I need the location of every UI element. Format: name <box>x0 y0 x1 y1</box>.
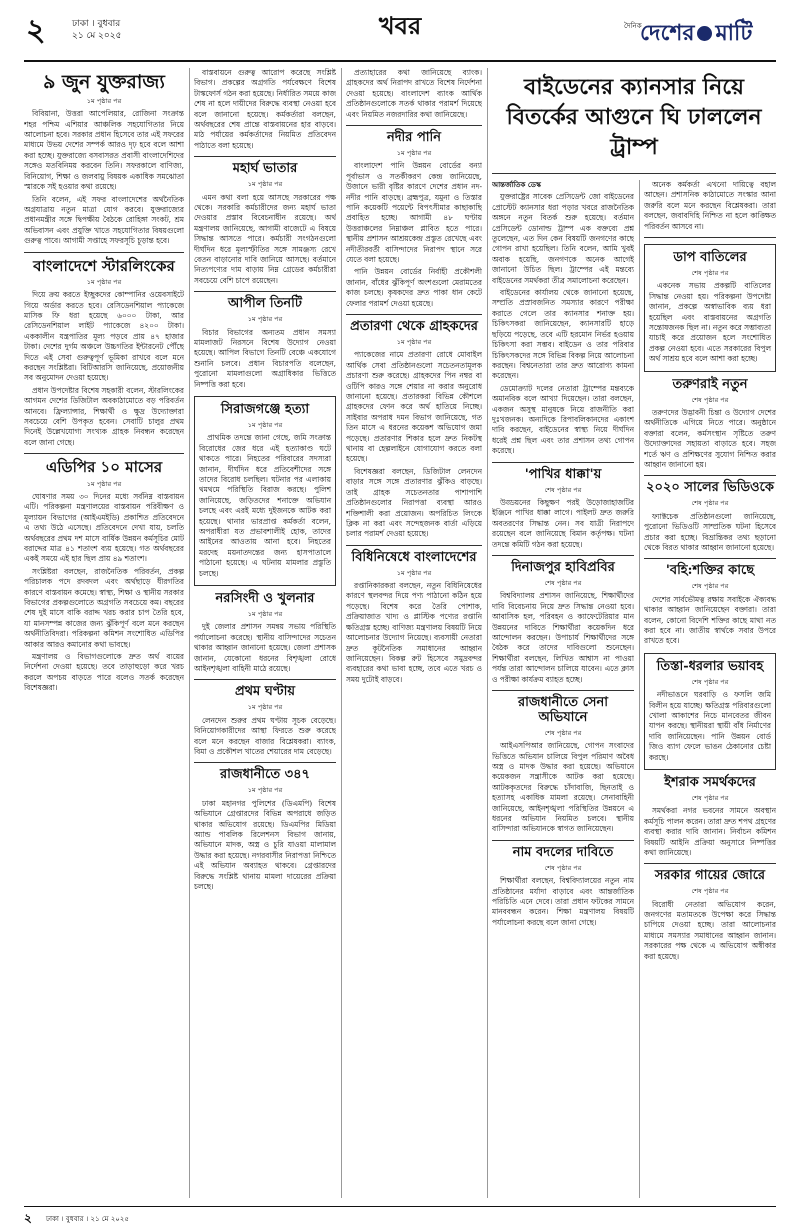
article-body: একনেক সভায় প্রকল্পটি বাতিলের সিদ্ধান্ত নেওয়া হয়। পরিকল্পনা উপদেষ্টা জানান, প্রকল্পে অস্বাভাবিক ব্যয় ধরা হয়েছিল এবং বাস্তবায়নের অগ্রগতি সন্তোষজনক ছিল না। নতুন করে সম্ভাব্যতা যাচাই করে প্রয়োজন হলে সংশোধিত প্রকল্প নেওয়া হবে। এতে সরকারের বিপুল অর্থ সাশ্রয় হবে বলে আশা করা হচ্ছে। <box>649 281 771 364</box>
column-divider <box>341 68 342 1198</box>
headline-capital-347[interactable]: রাজধানীতে ৩৪৭ <box>220 767 310 783</box>
article-body: এমন কথা বলা হয়ে আসছে সরকারের পক্ষ থেকে। সরকারি কর্মচারীদের জন্য মহার্ঘ ভাতা দেওয়ার প্রস্তাব বিবেচনাধীন রয়েছে। অর্থ মন্ত্রণালয় জানিয়েছে, আগামী বাজেটে এ বিষয়ে সিদ্ধান্ত আসতে পারে। কর্মচারী সংগঠনগুলো দীর্ঘদিন ধরে মূল্যস্ফীতির সঙ্গে সামঞ্জস্য রেখে বেতন বাড়ানোর দাবি জানিয়ে আসছে। বর্তমানে নিত্যপণ্যের দাম বাড়ায় নিম্ন গ্রেডের কর্মচারীরা সবচেয়ে বেশি চাপে রয়েছেন। <box>194 192 336 285</box>
article-body: বিশেষজ্ঞরা বলছেন, ডিজিটাল লেনদেন বাড়ার সঙ্গে সঙ্গে প্রতারণার ঝুঁকিও বাড়ছে। তাই গ্রাহক সচেতনতার পাশাপাশি প্রতিষ্ঠানগুলোর নিরাপত্তা ব্যবস্থা আরও শক্তিশালী করা প্রয়োজন। অপরিচিত লিংকে ক্লিক না করা এবং সন্দেহজনক বার্তা এড়িয়ে চলার পরামর্শ দেওয়া হয়েছে। <box>346 466 482 539</box>
jump-note: ১ম পৃষ্ঠার পর <box>396 148 432 157</box>
article-body: দিয়ে ক্রয় করতে ইচ্ছুকদের কোম্পানির ওয়েবসাইটে গিয়ে অর্ডার করতে হবে। রেসিডেনশিয়াল প্যাকেজে মাসিক ফি ধরা হয়েছে ৬০০০ টাকা, আর রেসিডেনশিয়াল লাইট প্যাকেজে ৪২০০ টাকা। এককালীন যন্ত্রপাতির মূল্য পড়বে প্রায় ৪৭ হাজার টাকা। দেশের দুর্গম অঞ্চলে উচ্চগতির ইন্টারনেট পৌঁছে দিতে এই সেবা গুরুত্বপূর্ণ ভূমিকা রাখবে বলে মনে করছেন সংশ্লিষ্টরা। বিটিআরসি জানিয়েছে, প্রয়োজনীয় সব অনুমোদন দেওয়া হয়েছে। <box>24 290 184 383</box>
article-body: প্রাথমিক তদন্তে জানা গেছে, জমি সংক্রান্ত বিরোধের জের ধরে এই হত্যাকাণ্ড ঘটে থাকতে পারে। নিহতের পরিবারের সদস্যরা জানান, দীর্ঘদিন ধরে প্রতিবেশীদের সঙ্গে তাদের বিরোধ চলছিল। ঘটনার পর এলাকায় থমথমে পরিস্থিতি বিরাজ করছে। পুলিশ জানিয়েছে, জড়িতদের শনাক্তে অভিযান চলছে এবং এরই মধ্যে দুইজনকে আটক করা হয়েছে। থানার ভারপ্রাপ্ত কর্মকর্তা বলেন, অপরাধীরা যত প্রভাবশালীই হোক, তাদের আইনের আওতায় আনা হবে। নিহতের মরদেহ ময়নাতদন্তের জন্য হাসপাতালে পাঠানো হয়েছে। এ ঘটনায় মামলার প্রস্তুতি চলছে। <box>199 433 331 578</box>
jump-note: ১ম পৃষ্ঠার পর <box>247 420 283 429</box>
page-number: ২ <box>26 13 46 48</box>
headline-adp[interactable]: এডিপির ১০ মাসের <box>45 458 163 477</box>
dateline-date: ২১ মে ২০২৫ <box>72 31 122 41</box>
article-body: দুই জেলার প্রশাসন সমন্বয় সভায় পরিস্থিতি পর্যালোচনা করেছে। স্থানীয় বাসিন্দাদের সচেতন থাকার আহ্বান জানানো হয়েছে। জেলা প্রশাসক জানান, যেকোনো ধরনের বিশৃঙ্খলা রোধে আইনশৃঙ্খলা বাহিনী মাঠে রয়েছে। <box>194 622 336 674</box>
headline-fraud[interactable]: প্রতারণা থেকে গ্রাহকদের <box>350 319 478 335</box>
article-divider <box>194 762 336 763</box>
logo-word-right: মাটি <box>715 20 753 46</box>
headline-2020-video[interactable]: ২০২০ সালের ভিডিওকে <box>646 480 774 496</box>
jump-note: শেষ পৃষ্ঠার পর <box>691 395 729 404</box>
article-divider <box>492 462 634 463</box>
jump-note: ১ম পৃষ্ঠার পর <box>396 568 432 577</box>
article-body: আইএসপিআর জানিয়েছে, গোপন সংবাদের ভিত্তিতে অভিযান চালিয়ে বিপুল পরিমাণ অবৈধ অস্ত্র ও মাদক উদ্ধার করা হয়েছে। অভিযানে কয়েকজন সন্ত্রাসীকে আটক করা হয়েছে। আটককৃতদের বিরুদ্ধে চাঁদাবাজি, ছিনতাই ও হত্যাসহ একাধিক মামলা রয়েছে। সেনাবাহিনী জানিয়েছে, আইনশৃঙ্খলা পরিস্থিতির উন্নয়নে এ ধরনের অভিযান নিয়মিত চলবে। স্থানীয় বাসিন্দারা অভিযানকে স্বাগত জানিয়েছেন। <box>492 741 634 834</box>
jump-note: শেষ পৃষ্ঠার পর <box>691 499 729 508</box>
headline-bird-strike[interactable]: 'পাখির ধাক্কা'য় <box>524 466 602 482</box>
jump-note: ১ম পৃষ্ঠার পর <box>247 610 283 618</box>
column-5 <box>644 180 776 1198</box>
boxed-article <box>644 244 776 372</box>
article-divider <box>346 314 482 315</box>
article-body: বিচার বিভাগের অন্যতম প্রধান সমস্যা মামলাজট নিরসনে বিশেষ উদ্যোগ নেওয়া হয়েছে। আপিল বিভাগে তিনটি বেঞ্চে একযোগে শুনানি চলবে। প্রধান বিচারপতি বলেছেন, পুরোনো মামলাগুলো অগ্রাধিকার ভিত্তিতে নিষ্পত্তি করা হবে। <box>194 327 336 389</box>
column-1 <box>24 68 184 1198</box>
article-divider <box>492 690 634 691</box>
headline-dap[interactable]: ডাপ বাতিলের <box>673 250 747 266</box>
column-3 <box>346 68 482 1198</box>
lead-story-banner <box>492 68 776 174</box>
globe-icon <box>697 26 712 41</box>
column-divider <box>189 68 190 1198</box>
article-body: প্রধান উপদেষ্টার বিশেষ সহকারী বলেন, স্টারলিংকের আগমন দেশের ডিজিটাল অবকাঠামোতে বড় পরিবর্তন আনবে। ফ্রিল্যান্সার, শিক্ষার্থী ও ক্ষুদ্র উদ্যোক্তারা সবচেয়ে বেশি উপকৃত হবেন। সেবাটি চালুর প্রথম দিনেই উল্লেখযোগ্য সংখ্যক গ্রাহক নিবন্ধন করেছেন বলে জানা গেছে। <box>24 385 184 447</box>
article-divider <box>492 555 634 556</box>
headline-restrictions[interactable]: বিধিনিষেধে বাংলাদেশের <box>351 549 477 565</box>
article-body: সংশ্লিষ্টরা বলছেন, রাজনৈতিক পরিবর্তন, প্রকল্প পরিচালক পদে রদবদল এবং অর্থছাড়ে ধীরগতির কারণে বাস্তবায়ন কমেছে। স্বাস্থ্য, শিক্ষা ও স্থানীয় সরকার বিভাগের প্রকল্পগুলোতে অগ্রগতি সবচেয়ে কম। বছরের শেষ দুই মাসে বাকি বরাদ্দ খরচ করার চাপ তৈরি হবে, যা মানসম্পন্ন কাজের জন্য ঝুঁকিপূর্ণ বলে মনে করছেন অর্থনীতিবিদরা। পরিকল্পনা কমিশন সংশোধিত এডিপির আকার আরও কমানোর কথা ভাবছে। <box>24 566 184 649</box>
jump-note: ১ম পৃষ্ঠার পর <box>247 180 283 189</box>
headline-youth[interactable]: তরুণরাই নতুন <box>672 376 748 392</box>
column-divider <box>639 180 640 1198</box>
column-4 <box>492 180 634 1198</box>
jump-note: ১ম পৃষ্ঠার পর <box>247 315 283 324</box>
headline-appeal[interactable]: আপীল তিনটি <box>228 296 302 312</box>
jump-note: ১ম পৃষ্ঠার পর <box>247 786 283 795</box>
jump-note: শেষ পৃষ্ঠার পর <box>691 887 729 896</box>
article-body: প্যাকেজের নামে প্রতারণা রোধে মোবাইল আর্থিক সেবা প্রতিষ্ঠানগুলো সচেতনতামূলক প্রচারণা শুরু করেছে। গ্রাহকদের পিন নম্বর বা ওটিপি কারও সঙ্গে শেয়ার না করার অনুরোধ জানানো হয়েছে। প্রতারকরা বিভিন্ন কৌশলে গ্রাহকদের ফোন করে অর্থ হাতিয়ে নিচ্ছে। সাইবার অপরাধ দমন বিভাগ জানিয়েছে, গত তিন মাসে এ ধরনের কয়েকশ অভিযোগ জমা পড়েছে। প্রতারণার শিকার হলে দ্রুত নিকটস্থ থানায় বা হেল্পলাইনে যোগাযোগ করতে বলা হয়েছে। <box>346 350 482 464</box>
newspaper-logo <box>624 18 774 52</box>
headline-first-hour[interactable]: প্রথম ঘণ্টায় <box>234 684 296 700</box>
article-body: পানি উন্নয়ন বোর্ডের নির্বাহী প্রকৌশলী জানান, বাঁধের ঝুঁকিপূর্ণ অংশগুলো মেরামতের কাজ চলছে। কৃষকদের দ্রুত পাকা ধান কেটে ফেলার পরামর্শ দেওয়া হয়েছে। <box>346 267 482 308</box>
article-body: লেনদেন শুরুর প্রথম ঘণ্টায় সূচক বেড়েছে। বিনিয়োগকারীদের আস্থা ফিরতে শুরু করেছে বলে মনে করছেন বাজার বিশ্লেষকরা। ব্যাংক, বিমা ও প্রকৌশল খাতের শেয়ারের দাম বেড়েছে। <box>194 715 336 756</box>
article-body: প্রত্যাহারের কথা জানিয়েছে ব্যাংক। গ্রাহকদের অর্থ নিরাপদ রাখতে বিশেষ নির্দেশনা দেওয়া হয়েছে। বাংলাদেশ ব্যাংক আর্থিক প্রতিষ্ঠানগুলোকে সতর্ক থাকার পরামর্শ দিয়েছে এবং নিয়মিত নজরদারির কথা জানিয়েছে। <box>346 68 482 119</box>
article-divider <box>24 453 184 454</box>
jump-note: শেষ পৃষ্ঠার পর <box>544 578 582 587</box>
headline-name-change[interactable]: নাম বদলের দাবিতে <box>512 844 614 860</box>
article-divider <box>492 840 634 841</box>
jump-note: ১ম পৃষ্ঠার পর <box>247 703 283 712</box>
headline-river-water[interactable]: নদীর পানি <box>386 130 442 146</box>
footer-page-number: ২ <box>24 1211 32 1225</box>
article-body: নদীভাঙনে ঘরবাড়ি ও ফসলি জমি বিলীন হয়ে যাচ্ছে। ক্ষতিগ্রস্ত পরিবারগুলো খোলা আকাশের নিচে মানবেতর জীবন যাপন করছে। স্থানীয়রা স্থায়ী বাঁধ নির্মাণের দাবি জানিয়েছেন। পানি উন্নয়ন বোর্ড জিও ব্যাগ ফেলে ভাঙন ঠেকানোর চেষ্টা করছে। <box>649 690 771 762</box>
header-rule <box>24 60 776 62</box>
article-body: উড্ডয়নের কিছুক্ষণ পরই উড়োজাহাজটির ইঞ্জিনে পাখির ধাক্কা লাগে। পাইলট দ্রুত জরুরি অবতরণের সিদ্ধান্ত নেন। সব যাত্রী নিরাপদে রয়েছেন বলে জানিয়েছে বিমান কর্তৃপক্ষ। ঘটনা তদন্তে কমিটি গঠন করা হয়েছে। <box>492 497 634 549</box>
article-divider <box>346 125 482 126</box>
headline-govt-force[interactable]: সরকার গায়ের জোরে <box>654 868 766 884</box>
article-divider <box>194 156 336 157</box>
article-body: সমর্থকরা নগর ভবনের সামনে অবস্থান কর্মসূচি পালন করেন। তারা দ্রুত শপথ গ্রহণের ব্যবস্থা করার দাবি জানান। নির্বাচন কমিশন বিষয়টি আইনি প্রক্রিয়া অনুসারে নিষ্পত্তির কথা জানিয়েছে। <box>644 806 776 857</box>
article-divider <box>644 237 776 238</box>
article-divider <box>346 545 482 546</box>
masthead <box>0 0 800 66</box>
headline-starlink[interactable]: বাংলাদেশে স্টারলিংকের <box>33 256 175 275</box>
article-body: যুক্তরাষ্ট্রের সাবেক প্রেসিডেন্ট জো বাইডেনের প্রোস্টেট ক্যানসার ধরা পড়ার খবরে রাজনৈতিক অঙ্গনে নতুন বিতর্ক শুরু হয়েছে। বর্তমান প্রেসিডেন্ট ডোনাল্ড ট্রাম্প এক বক্তব্যে প্রশ্ন তুলেছেন, এত দিন কেন বিষয়টি জনগণের কাছে গোপন রাখা হয়েছিল। তিনি বলেন, আমি খুবই অবাক হয়েছি, জনগণকে অনেক আগেই জানানো উচিত ছিল। ট্রাম্পের এই মন্তব্যে বাইডেনের সমর্থকরা তীব্র সমালোচনা করেছেন। <box>492 192 634 285</box>
article-body: বাইডেনের কার্যালয় থেকে জানানো হয়েছে, সম্প্রতি প্রস্রাবজনিত সমস্যার কারণে পরীক্ষা করাতে গেলে তার ক্যানসার শনাক্ত হয়। চিকিৎসকরা জানিয়েছেন, ক্যানসারটি হাড়ে ছড়িয়ে পড়েছে, তবে এটি হরমোন নির্ভর হওয়ায় চিকিৎসা করা সম্ভব। বাইডেন ও তার পরিবার চিকিৎসকদের সঙ্গে বিভিন্ন বিকল্প নিয়ে আলোচনা করছেন। বিশ্বনেতারা তার দ্রুত আরোগ্য কামনা করেছেন। <box>492 288 634 381</box>
section-title: খবর <box>378 11 422 40</box>
logo-word-left: দেশের <box>640 20 695 46</box>
footer-line: ঢাকা । বুধবার । ২১ মে ২০২৫ <box>46 1215 129 1223</box>
article-divider <box>644 863 776 864</box>
article-divider <box>644 558 776 559</box>
article-body: বাংলাদেশ পানি উন্নয়ন বোর্ডের বন্যা পূর্বাভাস ও সতর্কীকরণ কেন্দ্র জানিয়েছে, উজানে ভারী বৃষ্টির কারণে দেশের প্রধান নদ-নদীর পানি বাড়ছে। ব্রহ্মপুত্র, যমুনা ও তিস্তার পানি কয়েকটি পয়েন্টে বিপৎসীমার কাছাকাছি প্রবাহিত হচ্ছে। আগামী ৪৮ ঘণ্টায় উত্তরাঞ্চলের নিম্নাঞ্চল প্লাবিত হতে পারে। স্থানীয় প্রশাসন আশ্রয়কেন্দ্র প্রস্তুত রেখেছে এবং নদীতীরবর্তী বাসিন্দাদের নিরাপদ স্থানে সরে যেতে বলা হয়েছে। <box>346 161 482 265</box>
column-divider <box>487 68 488 1198</box>
article-body: তিনি বলেন, এই সফর বাংলাদেশের অর্থনৈতিক অগ্রযাত্রায় নতুন মাত্রা যোগ করবে। যুক্তরাজ্যের প্রধানমন্ত্রীর সঙ্গে দ্বিপক্ষীয় বৈঠকে রোহিঙ্গা সংকট, শ্রম অভিবাসন এবং প্রযুক্তি খাতে সহযোগিতার বিষয়গুলো গুরুত্ব পাবে। আগামী সপ্তাহে সফরসূচি চূড়ান্ত হবে। <box>24 194 184 246</box>
boxed-article <box>194 396 336 586</box>
jump-note: শেষ পৃষ্ঠার পর <box>544 728 582 737</box>
article-body: শিক্ষার্থীরা বলছেন, বিশ্ববিদ্যালয়ের নতুন নাম প্রতিষ্ঠানের মর্যাদা বাড়াবে এবং আন্তর্জাতিক পরিচিতি এনে দেবে। তারা প্রধান ফটকের সামনে মানববন্ধন করেন। শিক্ষা মন্ত্রণালয় বিষয়টি পর্যালোচনা করছে বলে জানা গেছে। <box>492 876 634 927</box>
article-body: রপ্তানিকারকরা বলছেন, নতুন বিধিনিষেধের কারণে স্থলবন্দর দিয়ে পণ্য পাঠানো কঠিন হয়ে পড়েছে। বিশেষ করে তৈরি পোশাক, প্রক্রিয়াজাত খাদ্য ও প্লাস্টিক পণ্যের রপ্তানি ক্ষতিগ্রস্ত হচ্ছে। বাণিজ্য মন্ত্রণালয় বিষয়টি নিয়ে আলোচনার উদ্যোগ নিয়েছে। ব্যবসায়ী নেতারা দ্রুত কূটনৈতিক সমাধানের আহ্বান জানিয়েছেন। বিকল্প রুট হিসেবে সমুদ্রবন্দর ব্যবহারের কথা ভাবা হচ্ছে, তবে এতে খরচ ও সময় দুটোই বাড়বে। <box>346 581 482 684</box>
headline-uk-visit[interactable]: ৯ জুন যুক্তরাজ্য <box>43 71 165 93</box>
jump-note: ১ম পৃষ্ঠার পর <box>86 96 122 105</box>
article-divider <box>24 252 184 253</box>
headline-narsingdi[interactable]: নরসিংদী ও খুলনার <box>215 591 315 607</box>
headline-external-force[interactable]: 'বহি:শক্তির কাছে <box>665 563 755 579</box>
article-divider <box>194 291 336 292</box>
dateline-day: ঢাকা । বুধবার <box>72 19 121 29</box>
article-body: বিরোধী নেতারা অভিযোগ করেন, জনগণের মতামতকে উপেক্ষা করে সিদ্ধান্ত চাপিয়ে দেওয়া হচ্ছে। তারা আলোচনার মাধ্যমে সমস্যার সমাধানের আহ্বান জানান। সরকারের পক্ষ থেকে এ অভিযোগ অস্বীকার করা হয়েছে। <box>644 899 776 961</box>
logo-wordmark <box>640 18 752 48</box>
jump-note: শেষ পৃষ্ঠার পর <box>544 485 582 494</box>
article-body: বিশ্ববিদ্যালয় প্রশাসন জানিয়েছে, শিক্ষার্থীদের দাবি বিবেচনায় নিয়ে দ্রুত সিদ্ধান্ত নেওয়া হবে। আবাসিক হল, পরিবহন ও ক্যাফেটেরিয়ার মান উন্নয়নের দাবিতে শিক্ষার্থীরা কয়েকদিন ধরে আন্দোলন করছেন। উপাচার্য শিক্ষার্থীদের সঙ্গে বৈঠক করে তাদের দাবিগুলো শুনেছেন। শিক্ষার্থীরা বলছেন, লিখিত আশ্বাস না পাওয়া পর্যন্ত তারা আন্দোলন চালিয়ে যাবেন। এতে ক্লাস ও পরীক্ষা কার্যক্রম ব্যাহত হচ্ছে। <box>492 591 634 684</box>
article-body: ফ্যাক্টচেক প্রতিষ্ঠানগুলো জানিয়েছে, পুরোনো ভিডিওটি সাম্প্রতিক ঘটনা হিসেবে প্রচার করা হচ্ছে। বিভ্রান্তিকর তথ্য ছড়ানো থেকে বিরত থাকার আহ্বান জানানো হয়েছে। <box>644 511 776 552</box>
jump-note: শেষ পৃষ্ঠার পর <box>691 793 729 802</box>
article-divider <box>194 679 336 680</box>
jump-note: শেষ পৃষ্ঠার পর <box>544 863 582 872</box>
headline-teesta[interactable]: তিস্তা-ধরলার ভয়াবহ <box>656 658 764 674</box>
headline-army-drive[interactable]: রাজধানীতে সেনা অভিযানে <box>518 694 608 725</box>
lead-headline[interactable]: বাইডেনের ক্যানসার নিয়ে বিতর্কের আগুনে ঘি ঢাললেন ট্রাম্প <box>506 74 762 160</box>
article-body: দেশের সার্বভৌমত্ব রক্ষায় সবাইকে ঐক্যবদ্ধ থাকার আহ্বান জানিয়েছেন বক্তারা। তারা বলেন, কোনো বিদেশি শক্তির কাছে মাথা নত করা হবে না। জাতীয় স্বার্থকে সবার উপরে রাখতে হবে। <box>644 594 776 646</box>
byline: আন্তর্জাতিক ডেস্ক <box>492 180 541 189</box>
logo-prefix: দৈনিক <box>624 22 642 30</box>
article-body: অনেক কর্মকর্তা এখনো দায়িত্বে বহাল আছেন। প্রশাসনিক কাঠামোতে সংস্কার আনা জরুরি বলে মনে করছেন বিশ্লেষকরা। তারা বলছেন, জবাবদিহি নিশ্চিত না হলে কাঙ্ক্ষিত পরিবর্তন আসবে না। <box>644 180 776 231</box>
boxed-article <box>644 653 776 770</box>
article-body: ডেমোক্র্যাট দলের নেতারা ট্রাম্পের মন্তব্যকে অমানবিক বলে আখ্যা দিয়েছেন। তারা বলছেন, একজন অসুস্থ মানুষকে নিয়ে রাজনীতি করা দুঃখজনক। অন্যদিকে রিপাবলিকানদের একাংশ দাবি করছেন, বাইডেনের স্বাস্থ্য নিয়ে দীর্ঘদিন ধরেই প্রশ্ন ছিল এবং তার প্রশাসন তথ্য গোপন করেছে। <box>492 383 634 456</box>
article-body: ঘোষণার সময় ৩০ দিনের মধ্যে সর্বনিম্ন বাস্তবায়ন এটি। পরিকল্পনা মন্ত্রণালয়ের বাস্তবায়ন পরিবীক্ষণ ও মূল্যায়ন বিভাগের (আইএমইডি) প্রকাশিত প্রতিবেদনে এ তথ্য উঠে এসেছে। প্রতিবেদনে দেখা যায়, চলতি অর্থবছরের প্রথম দশ মাসে বার্ষিক উন্নয়ন কর্মসূচির মোট বরাদ্দের মাত্র ৪১ শতাংশ ব্যয় হয়েছে। গত অর্থবছরের একই সময়ে এই হার ছিল প্রায় ৪৯ শতাংশ। <box>24 491 184 564</box>
jump-note: শেষ পৃষ্ঠার পর <box>691 268 729 277</box>
jump-note: ১ম পৃষ্ঠার পর <box>396 338 432 346</box>
jump-note: শেষ পৃষ্ঠার পর <box>691 677 729 686</box>
article-body: ঢাকা মহানগর পুলিশের (ডিএমপি) বিশেষ অভিযানে গ্রেপ্তারদের বিভিন্ন অপরাধে জড়িত থাকার অভিযোগ রয়েছে। ডিএমপির মিডিয়া অ্যান্ড পাবলিক রিলেশনস বিভাগ জানায়, অভিযানে মাদক, অস্ত্র ও চুরি যাওয়া মালামাল উদ্ধার করা হয়েছে। নগরবাসীর নিরাপত্তা নিশ্চিতে এই অভিযান অব্যাহত থাকবে। গ্রেপ্তারদের বিরুদ্ধে সংশ্লিষ্ট থানায় মামলা দায়েরের প্রক্রিয়া চলছে। <box>194 798 336 891</box>
article-body: বাস্তবায়নে গুরুত্ব আরোপ করেছে সংশ্লিষ্ট বিভাগ। প্রকল্পের অগ্রগতি পর্যবেক্ষণে বিশেষ টাস্কফোর্স গঠন করা হয়েছে। নির্ধারিত সময়ে কাজ শেষ না হলে দায়ীদের বিরুদ্ধে ব্যবস্থা নেওয়া হবে বলে জানানো হয়েছে। কর্মকর্তারা বলছেন, অর্থবছরের শেষ প্রান্তে বাস্তবায়নের হার বাড়বে। মাঠ পর্যায়ের কর্মকর্তাদের নিয়মিত প্রতিবেদন পাঠাতে বলা হয়েছে। <box>194 68 336 150</box>
headline-hstu[interactable]: দিনাজপুর হাবিপ্রবির <box>511 559 615 575</box>
jump-note: ১ম পৃষ্ঠার পর <box>86 479 122 488</box>
headline-allowance[interactable]: মহার্ঘ ভাতার <box>232 161 298 177</box>
article-divider <box>644 475 776 476</box>
article-body: বিবিয়ানা, উত্তরা আপেলিয়ার, রোজিনা সংক্রান্ত শহর পশ্চিম এশিয়ার আঞ্চলিক সহযোগিতার নিয়ে আলোচনা হবে। সরকার প্রধান হিসেবে তার এই সফরের মাধ্যমে উভয় দেশের সম্পর্ক আরও দৃঢ় হবে বলে আশা করা হচ্ছে। যুক্তরাজ্যে বসবাসরত প্রবাসী বাংলাদেশিদের সঙ্গেও মতবিনিময় করবেন তিনি। সফরকালে বাণিজ্য, বিনিয়োগ, শিক্ষা ও জলবায়ু বিষয়ক একাধিক সমঝোতা স্মারকে সই হওয়ার কথা রয়েছে। <box>24 109 184 192</box>
jump-note: ১ম পৃষ্ঠার পর <box>86 277 122 286</box>
headline-ishraq[interactable]: ইশরাক সমর্থকদের <box>664 774 756 790</box>
article-body: মন্ত্রণালয় ও বিভাগগুলোকে দ্রুত অর্থ ব্যয়ের নির্দেশনা দেওয়া হয়েছে। তবে তাড়াহুড়ো করে খরচ করলে অপচয় বাড়তে পারে বলেও সতর্ক করেছেন বিশেষজ্ঞরা। <box>24 652 184 693</box>
page-footer <box>24 1206 776 1224</box>
headline-sirajganj[interactable]: সিরাজগঞ্জে হত্যা <box>220 402 310 418</box>
jump-note: শেষ পৃষ্ঠার পর <box>691 582 729 591</box>
column-2 <box>194 68 336 1198</box>
article-body: তরুণদের উদ্ভাবনী চিন্তা ও উদ্যোগ দেশের অর্থনীতিকে এগিয়ে নিতে পারে। অনুষ্ঠানে বক্তারা বলেন, কর্মসংস্থান সৃষ্টিতে তরুণ উদ্যোক্তাদের সহায়তা বাড়াতে হবে। সহজ শর্তে ঋণ ও প্রশিক্ষণের সুযোগ নিশ্চিত করার আহ্বান জানানো হয়। <box>644 407 776 469</box>
